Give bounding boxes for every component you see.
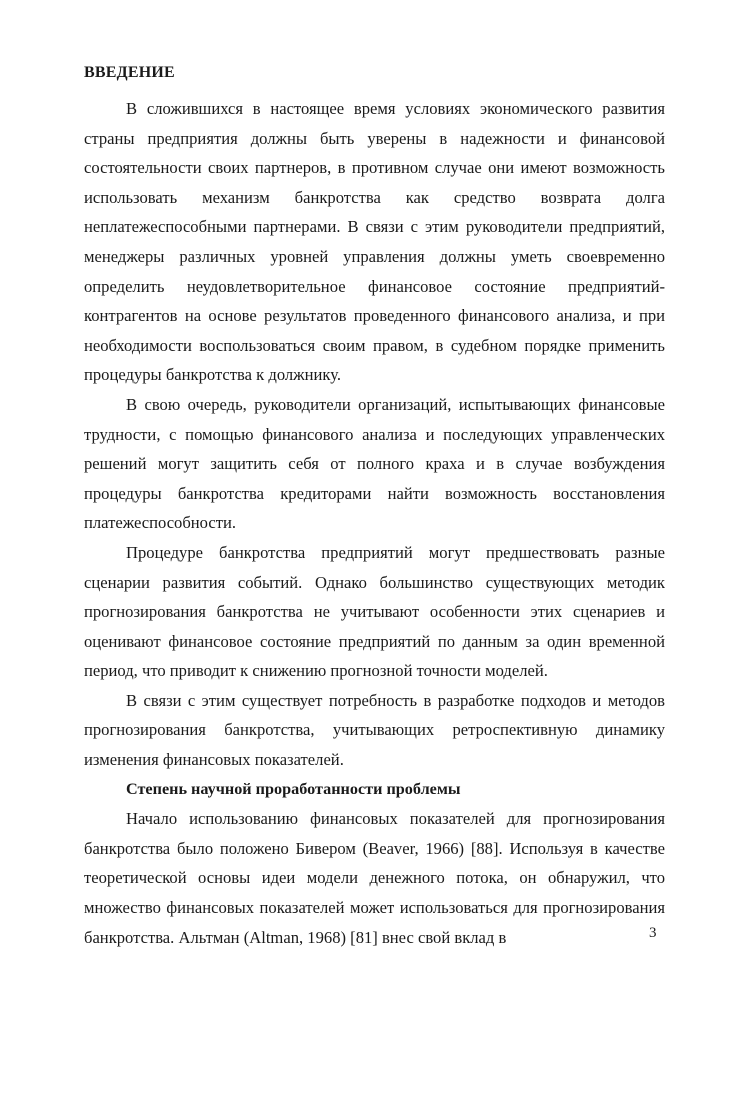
section-heading: ВВЕДЕНИЕ [84,64,175,81]
paragraph: Начало использованию финансовых показателей для прогнозирования банкротства было положено Бивером (Beaver, 1966) [88]. Используя в качестве теоретической основы идеи модели денежного потока, он обнаружил, что множество финансовых показателей может использоваться для прогнозирования банкротства. Альтман (Altman, 1968) [81] внес свой вклад в [84,809,665,947]
paragraph: В сложившихся в настоящее время условиях экономического развития страны предприятия должны быть уверены в надежности и финансовой состоятельности своих партнеров, в противном случае они имеют возможность использовать механизм банкротства как средство возврата долга неплатежеспособными партнерами. В связи с этим руководители предприятий, менеджеры различных уровней управления должны уметь своевременно определить неудовлетворительное финансовое состояние предприятий-контрагентов на основе результатов проведенного финансового анализа, и при необходимости воспользоваться своим правом, в судебном порядке применить процедуры банкротства к должнику. [84,99,665,385]
subsection-heading: Степень научной проработанности проблемы [126,779,461,798]
body-text [84,94,665,952]
page-number: 3 [649,925,657,941]
paragraph: В связи с этим существует потребность в разработке подходов и методов прогнозирования банкротства, учитывающих ретроспективную динамику изменения финансовых показателей. [84,690,665,770]
paragraph: Процедуре банкротства предприятий могут предшествовать разные сценарии развития событий. Однако большинство существующих методик прогнозирования банкротства не учитывают особенности этих сценариев и оценивают финансовое состояние предприятий по данным за один временной период, что приводит к снижению прогнозной точности моделей. [84,542,665,681]
paragraph: В свою очередь, руководители организаций, испытывающих финансовые трудности, с помощью финансового анализа и последующих управленческих решений могут защитить себя от полного краха и в случае возбуждения процедуры банкротства кредиторами найти возможность восстановления платежеспособности. [84,394,665,533]
